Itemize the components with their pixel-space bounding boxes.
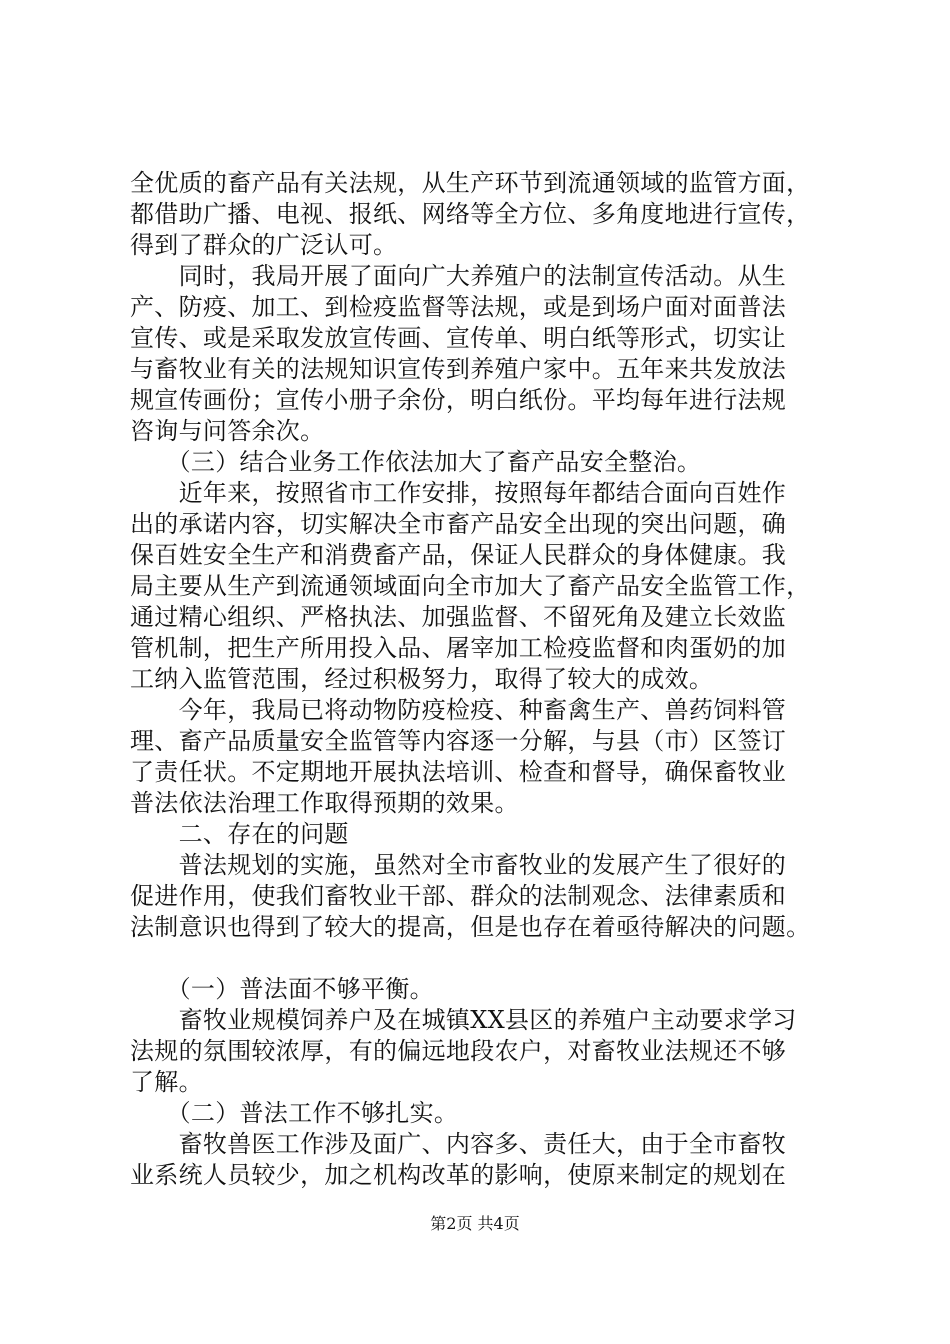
section-heading: （一）普法面不够平衡。 bbox=[130, 975, 434, 1003]
text-line: 全优质的畜产品有关法规，从生产环节到流通领域的监管方面， bbox=[130, 169, 811, 197]
text-line: 通过精心组织、严格执法、加强监督、不留死角及建立长效监 bbox=[130, 603, 787, 631]
text-line: 业系统人员较少，加之机构改革的影响，使原来制定的规划在 bbox=[130, 1161, 787, 1189]
text-line: 工纳入监管范围，经过积极努力，取得了较大的成效。 bbox=[130, 665, 714, 693]
text-line: 局主要从生产到流通领域面向全市加大了畜产品安全监管工作， bbox=[130, 572, 811, 600]
text-line: 宣传、或是采取发放宣传画、宣传单、明白纸等形式，切实让 bbox=[130, 324, 787, 352]
text-line: 咨询与问答余次。 bbox=[130, 417, 325, 445]
blank-line bbox=[130, 943, 850, 974]
text-line: 畜牧业规模饲养户及在城镇XX县区的养殖户主动要求学习 bbox=[130, 1006, 797, 1034]
text-line: 都借助广播、电视、报纸、网络等全方位、多角度地进行宣传， bbox=[130, 200, 811, 228]
text-line: 与畜牧业有关的法规知识宣传到养殖户家中。五年来共发放法 bbox=[130, 355, 787, 383]
text-line: 同时，我局开展了面向广大养殖户的法制宣传活动。从生 bbox=[130, 262, 787, 290]
text-line: 保百姓安全生产和消费畜产品，保证人民群众的身体健康。我 bbox=[130, 541, 787, 569]
section-heading: （三）结合业务工作依法加大了畜产品安全整治。 bbox=[130, 448, 702, 476]
text-line: 了解。 bbox=[130, 1068, 203, 1096]
text-line: 出的承诺内容，切实解决全市畜产品安全出现的突出问题，确 bbox=[130, 510, 787, 538]
page-number-footer: 第2页 共4页 bbox=[430, 1214, 520, 1233]
text-line: 产、防疫、加工、到检疫监督等法规，或是到场户面对面普法 bbox=[130, 293, 787, 321]
text-line: 法制意识也得到了较大的提高，但是也存在着亟待解决的问题。 bbox=[130, 913, 811, 941]
text-line: 畜牧兽医工作涉及面广、内容多、责任大，由于全市畜牧 bbox=[130, 1130, 787, 1158]
text-line: 规宣传画份；宣传小册子余份，明白纸份。平均每年进行法规 bbox=[130, 386, 787, 414]
text-line: 今年，我局已将动物防疫检疫、种畜禽生产、兽药饲料管 bbox=[130, 696, 787, 724]
text-line: 近年来，按照省市工作安排，按照每年都结合面向百姓作 bbox=[130, 479, 787, 507]
section-heading: （二）普法工作不够扎实。 bbox=[130, 1099, 459, 1127]
text-line: 管机制，把生产所用投入品、屠宰加工检疫监督和肉蛋奶的加 bbox=[130, 634, 787, 662]
text-line: 理、畜产品质量安全监管等内容逐一分解，与县（市）区签订 bbox=[130, 727, 787, 755]
text-line: 普法依法治理工作取得预期的效果。 bbox=[130, 789, 519, 817]
text-line: 促进作用，使我们畜牧业干部、群众的法制观念、法律素质和 bbox=[130, 882, 787, 910]
section-heading: 二、存在的问题 bbox=[130, 820, 349, 848]
text-line: 得到了群众的广泛认可。 bbox=[130, 231, 398, 259]
text-line: 了责任状。不定期地开展执法培训、检查和督导，确保畜牧业 bbox=[130, 758, 787, 786]
text-line: 普法规划的实施，虽然对全市畜牧业的发展产生了很好的 bbox=[130, 851, 787, 879]
text-line: 法规的氛围较浓厚，有的偏远地段农户，对畜牧业法规还不够 bbox=[130, 1037, 787, 1065]
